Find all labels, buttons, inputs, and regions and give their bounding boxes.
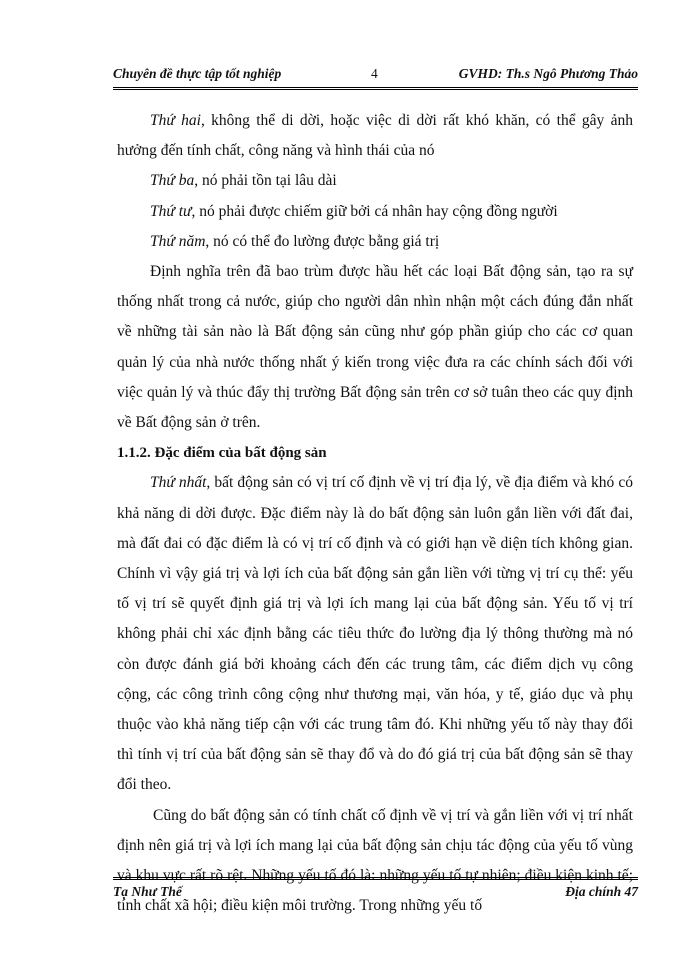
paragraph-thu-hai [117,106,633,166]
paragraph-lead: Thứ năm [150,232,206,250]
page-body [117,106,633,921]
paragraph-text: bất động sản có vị trí cố định về vị trí địa lý, về địa điểm và khó có khả năng di dời được. Đặc điểm này là do bất động sản luôn gắn liền với đất đai, mà đất đai có đặc điểm là có vị trí cố định và có giới hạn về diện tích không gian. Chính vì vậy giá trị và lợi ích của bất động sản gắn liền với từng vị trí cụ thể: yếu tố vị trí sẽ quyết định giá trị và lợi ích mang lại của bất động sản. Yếu tố vị trí không phải chỉ xác định bằng các tiêu thức đo lường địa lý thông thường mà nó còn được đánh giá bởi khoảng cách đến các trung tâm, các điểm dịch vụ công cộng, các công trình công cộng như thương mại, văn hóa, y tế, giáo dục và phụ thuộc vào khả năng tiếp cận với các trung tâm đó. Khi những yếu tố này thay đổi thì tính vị trí của bất động sản sẽ thay đổ và do đó giá trị của bất động sản sẽ thay đổi theo. [117,474,633,794]
paragraph-location-factors: Cũng do bất động sản có tính chất cố định về vị trí và gắn liền với vị trí nhất định nên giá trị và lợi ích mang lại của bất động sản chịu tác động của yếu tố vùng và khu vực rất rõ rệt. Những yếu tố đó là: những yếu tố tự nhiên; điều kiện kinh tế; tính chất xã hội; điều kiện môi trường. Trong những yếu tố [117,806,633,915]
header-divider [113,87,638,90]
paragraph-text: , nó phải được chiếm giữ bởi cá nhân hay cộng đồng người [191,202,558,220]
header-document-title: Chuyên đề thực tập tốt nghiệp [113,66,282,81]
paragraph-lead: Thứ nhất, [150,474,211,492]
header-page-number: 4 [371,66,378,81]
paragraph-lead: Thứ hai [150,112,201,129]
footer-author: Tạ Như Thế [113,884,182,899]
paragraph-thu-nam [117,227,633,257]
paragraph-text: , không thể di dời, hoặc việc di dời rất khó khăn, có thể gây ảnh hưởng đến tính chất, công năng và hình thái của nó [117,112,633,160]
header-advisor: GVHD: Th.s Ngô Phương Thảo [458,66,638,81]
paragraph-thu-ba [117,166,633,196]
paragraph-thu-tu [117,197,633,227]
paragraph-text: , nó có thể đo lường được bằng giá trị [205,232,440,250]
footer-class: Địa chính 47 [565,884,638,899]
paragraph-text: , nó phải tồn tại lâu dài [194,172,337,190]
paragraph-lead: Thứ ba [150,172,195,190]
paragraph-definition: Định nghĩa trên đã bao trùm được hầu hết các loại Bất động sản, tạo ra sự thống nhất trong cả nước, giúp cho người dân nhìn nhận một cách đúng đắn nhất về những tài sản nào là Bất động sản cũng như góp phần giúp cho các cơ quan quản lý của nhà nước thống nhất ý kiến trong việc đưa ra các chính sách đối với việc quản lý và thúc đẩy thị trường Bất động sản trên cơ sở tuân theo các quy định về Bất động sản ở trên. [117,263,633,432]
page-header [113,62,638,86]
section-heading: 1.1.2. Đặc điểm của bất động sản [117,445,327,462]
paragraph-thu-nhat [117,468,633,800]
footer-divider [113,877,638,880]
paragraph-lead: Thứ tư [150,202,192,220]
page-footer [113,882,638,904]
